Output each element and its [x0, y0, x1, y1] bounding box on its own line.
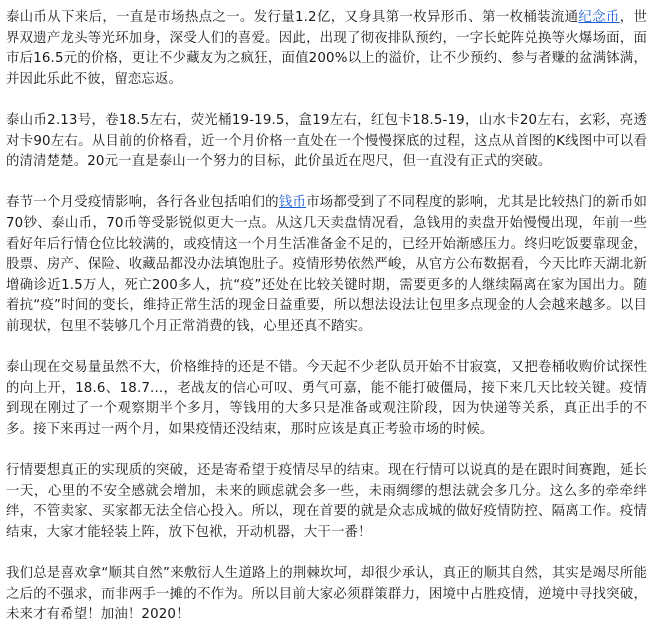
- paragraph-1: [6, 8, 647, 90]
- commemorative-coin-link[interactable]: 纪念币: [578, 10, 620, 25]
- coin-money-link[interactable]: 钱币: [278, 195, 307, 211]
- paragraph-3-text-b: 市场都受到了不同程度的影响，尤其是比较热门的新币如70钞、泰山币，70币等受影锐似更大一点。从这几天卖盘情况看，急钱用的卖盘开始慢慢出现，年前一些看好年后行情仓位比较满的，或疫情这一个月生活准备金不足的，已经开始渐感压力。终归吃饭要靠现金，股票、房产、保险、收藏品都没办法填饱肚子。疫情形势依然严峻，从官方公布数据看，今天比昨天湖北新增确诊近1.5万人，死亡200多人，抗“疫”还处在比较关键时期，需要更多的人继续隔离在家为国出力。随着抗“疫”时间的变长，维持正常生活的现金日益重要，所以想法设法让包里多点现金的人会越来越多。以目前现状，包里不装够几个月正常消费的钱，心里还真不踏实。: [6, 195, 647, 334]
- paragraph-5: 行情要想真正的实现质的突破，还是寄希望于疫情尽早的结束。现在行情可以说真的是在跟时间赛跑，延长一天，心里的不安全感就会增加，未来的顾虑就会多一些，未雨绸缪的想法就会多几分。这么多的牵牵绊绊，不管卖家、买家都无法全信心投入。所以，现在首要的就是众志成城的做好疫情防控、隔离工作。疫情结束，大家才能轻装上阵，放下包袱，开动机器，大干一番！: [6, 463, 647, 540]
- paragraph-1-text-b: ，世界双遗产龙头等光环加身，深受人们的喜爱。因此，出现了彻夜排队预约，一字长蛇阵兑换等火爆场面，面市后16.5元的价格，更让不少藏友为之疯狂，面值200%以上的溢价，让不少预约、参与者赚的盆满钵满，并因此乐此不彼，留恋忘返。: [6, 10, 648, 87]
- paragraph-2: 泰山币2.13号，卷18.5左右，荧光桶19-19.5，盒19左右，红包卡18.5-19，山水卡20左右，玄彩，亮透对卡90左右。从目前的价格看，近一个月价格一直处在一个慢慢探底的过程，这点从首图的K线图中可以看的清清楚楚。20元一直是泰山一个努力的目标，此价虽近在咫尺，但一直没有正式的突破。: [6, 112, 647, 170]
- paragraph-3-text-a: 春节一个月受疫情影响，各行各业包括咱们的: [6, 195, 279, 211]
- paragraph-4: 泰山现在交易量虽然不大，价格维持的还是不错。今天起不少老队员开始不甘寂寞，又把卷桶收购价试探性的向上开，18.6、18.7...，老战友的信心可叹、勇气可嘉，能不能打破僵局，接下来几天比较关键。疫情到现在刚过了一个观察期半个多月，等钱用的大多只是准备或观注阶段，因为快递等关系，真正出手的不多。接下来再过一两个月，如果疫情还没结束，那时应该是真正考验市场的时候。: [6, 360, 647, 437]
- paragraph-1-text-a: 泰山币从下来后，一直是市场热点之一。发行量1.2亿，又身具第一枚异形币、第一枚桶装流通: [6, 10, 579, 25]
- paragraph-3: [6, 193, 647, 337]
- paragraph-6: 我们总是喜欢拿“顺其自然”来敷衍人生道路上的荆棘坎坷，却很少承认，真正的顺其自然，其实是竭尽所能之后的不强求，而非两手一摊的不作为。所以目前大家必须群策群力，困境中占胜疫情，逆境中寻找突破，未来才有希望！加油！2020！: [6, 566, 647, 623]
